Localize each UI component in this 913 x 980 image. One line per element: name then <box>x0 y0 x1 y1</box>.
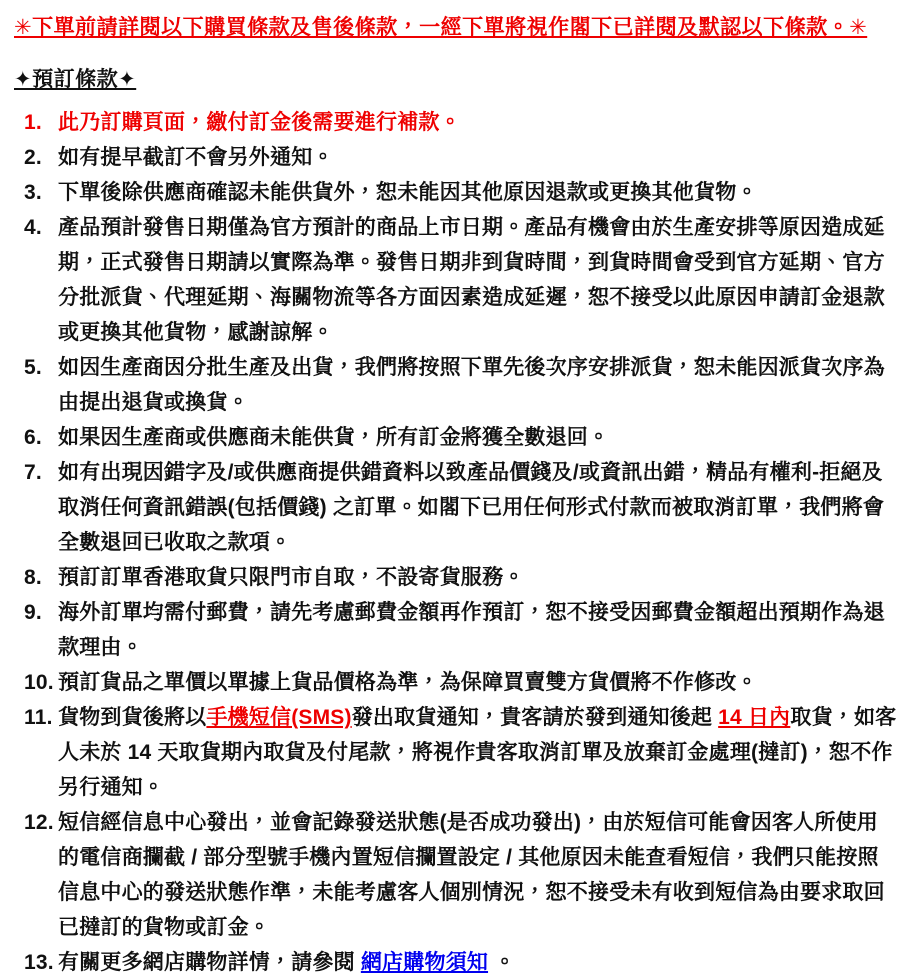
term-number: 2. <box>24 146 42 169</box>
term-number: 1. <box>24 111 42 134</box>
term-item-12 <box>12 805 899 945</box>
term-text: 貨物到貨後將以 <box>58 706 207 729</box>
term-number: 8. <box>24 566 42 589</box>
term-text: 下單後除供應商確認未能供貨外，恕未能因其他原因退款或更換其他貨物。 <box>58 181 758 204</box>
term-item-9 <box>12 595 899 665</box>
term-text: 如果因生產商或供應商未能供貨，所有訂金將獲全數退回。 <box>58 426 610 449</box>
term-number: 13. <box>24 951 54 974</box>
term-item-7 <box>12 455 899 560</box>
term-item-6 <box>12 420 899 455</box>
term-number: 3. <box>24 181 42 204</box>
term-item-13 <box>12 945 899 980</box>
term-text: 如因生產商因分批生產及出貨，我們將按照下單先後次序安排派貨，恕未能因派貨次序為由提出退貨或換貨。 <box>58 356 885 414</box>
pickup-deadline-highlight: 14 日內 <box>718 706 791 729</box>
term-text: 產品預計發售日期僅為官方預計的商品上市日期。產品有機會由於生產安排等原因造成延期，正式發售日期請以實際為準。發售日期非到貨時間，到貨時間會受到官方延期、官方分批派貨、代理延期、海關物流等各方面因素造成延遲，恕不接受以此原因申請訂金退款或更換其他貨物，感謝諒解。 <box>58 216 885 344</box>
term-number: 4. <box>24 216 42 239</box>
term-item-4 <box>12 210 899 350</box>
term-number: 11. <box>24 706 53 729</box>
term-text: 如有出現因錯字及/或供應商提供錯資料以致產品價錢及/或資訊出錯，精品有權利-拒絕及取消任何資訊錯誤(包括價錢) 之訂單。如閣下已用任何形式付款而被取消訂單，我們將會全數退回已收取之款項。 <box>58 461 885 554</box>
term-number: 12. <box>24 811 54 834</box>
term-text: 預訂貨品之單價以單據上貨品價格為準，為保障買賣雙方貨價將不作修改。 <box>58 671 758 694</box>
term-text: 預訂訂單香港取貨只限門市自取，不設寄貨服務。 <box>58 566 525 589</box>
term-number: 9. <box>24 601 42 624</box>
term-number: 6. <box>24 426 42 449</box>
term-text: 如有提早截訂不會另外通知。 <box>58 146 334 169</box>
terms-list <box>12 105 899 980</box>
term-text: 短信經信息中心發出，並會記錄發送狀態(是否成功發出)，由於短信可能會因客人所使用的電信商攔截 / 部分型號手機內置短信攔置設定 / 其他原因未能查看短信，我們只能按照信息中心的發送狀態作準，未能考慮客人個別情況，恕不接受未有收到短信為由要求取回已撻訂的貨物或訂金。 <box>58 811 885 939</box>
term-text: 有關更多網店購物詳情，請參閱 <box>58 951 361 974</box>
term-number: 7. <box>24 461 42 484</box>
term-text: 此乃訂購頁面，繳付訂金後需要進行補款。 <box>58 111 461 134</box>
term-number: 5. <box>24 356 42 379</box>
term-item-8 <box>12 560 899 595</box>
term-text: 取貨，如客人未於 14 天取貨期內取貨及付尾款，將視作貴客取消訂單及放棄訂金處理(撻訂)，恕不作另行通知。 <box>58 706 897 799</box>
term-text: 。 <box>488 951 516 974</box>
store-shopping-guide-link[interactable]: 網店購物須知 <box>360 951 489 974</box>
sms-highlight: 手機短信(SMS) <box>206 706 352 729</box>
pre-order-warning-banner: ✳下單前請詳閱以下購買條款及售後條款，一經下單將視作閣下已詳閱及默認以下條款。✳ <box>14 16 868 39</box>
term-item-11 <box>12 700 899 805</box>
term-item-5 <box>12 350 899 420</box>
term-text: 海外訂單均需付郵費，請先考慮郵費金額再作預訂，恕不接受因郵費金額超出預期作為退款理由。 <box>58 601 885 659</box>
term-item-3 <box>12 175 899 210</box>
section-title-preorder-terms: ✦預訂條款✦ <box>14 68 137 91</box>
term-number: 10. <box>24 671 54 694</box>
term-text: 發出取貨通知，貴客請於發到通知後起 <box>351 706 719 729</box>
term-item-2 <box>12 140 899 175</box>
term-item-1 <box>12 105 899 140</box>
term-item-10 <box>12 665 899 700</box>
